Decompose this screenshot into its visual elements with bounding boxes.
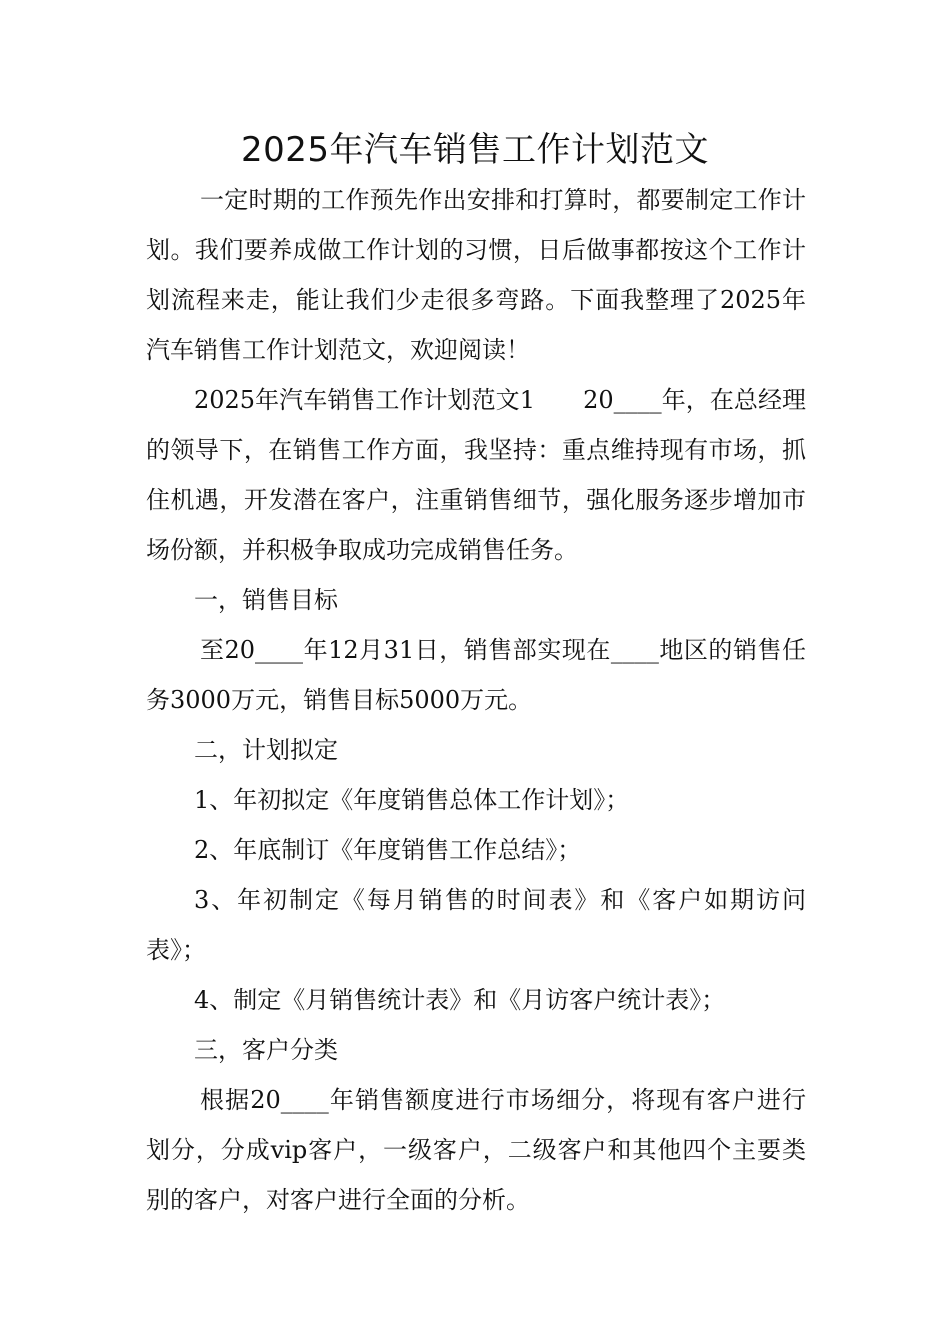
sales-target-paragraph: 至20____年12月31日，销售部实现在____地区的销售任务3000万元，销售目标5000万元。: [146, 636, 806, 714]
plan-item-1: 1、年初拟定《年度销售总体工作计划》；: [194, 786, 630, 814]
document-title: 2025年汽车销售工作计划范文: [240, 130, 710, 170]
plan-item-2: 2、年底制订《年度销售工作总结》；: [194, 836, 582, 864]
section-paragraph-1: 2025年汽车销售工作计划范文1 20____年，在总经理的领导下，在销售工作方面，我坚持：重点维持现有市场，抓住机遇，开发潜在客户，注重销售细节，强化服务逐步增加市场份额，并积极争取成功完成销售任务。: [146, 386, 806, 564]
document-body: [146, 175, 806, 1225]
heading-sales-target: 一，销售目标: [194, 586, 338, 614]
customer-classification-paragraph: 根据20____年销售额度进行市场细分，将现有客户进行划分，分成vip客户，一级客户，二级客户和其他四个主要类别的客户，对客户进行全面的分析。: [146, 1086, 806, 1214]
plan-item-4: 4、制定《月销售统计表》和《月访客户统计表》；: [194, 986, 726, 1014]
heading-plan-drafting: 二，计划拟定: [194, 736, 338, 764]
heading-customer-classification: 三，客户分类: [194, 1036, 338, 1064]
intro-paragraph: 一定时期的工作预先作出安排和打算时，都要制定工作计划。我们要养成做工作计划的习惯，日后做事都按这个工作计划流程来走，能让我们少走很多弯路。下面我整理了2025年汽车销售工作计划范文，欢迎阅读！: [146, 186, 806, 364]
plan-item-3: 3、年初制定《每月销售的时间表》和《客户如期访问表》；: [146, 886, 806, 964]
